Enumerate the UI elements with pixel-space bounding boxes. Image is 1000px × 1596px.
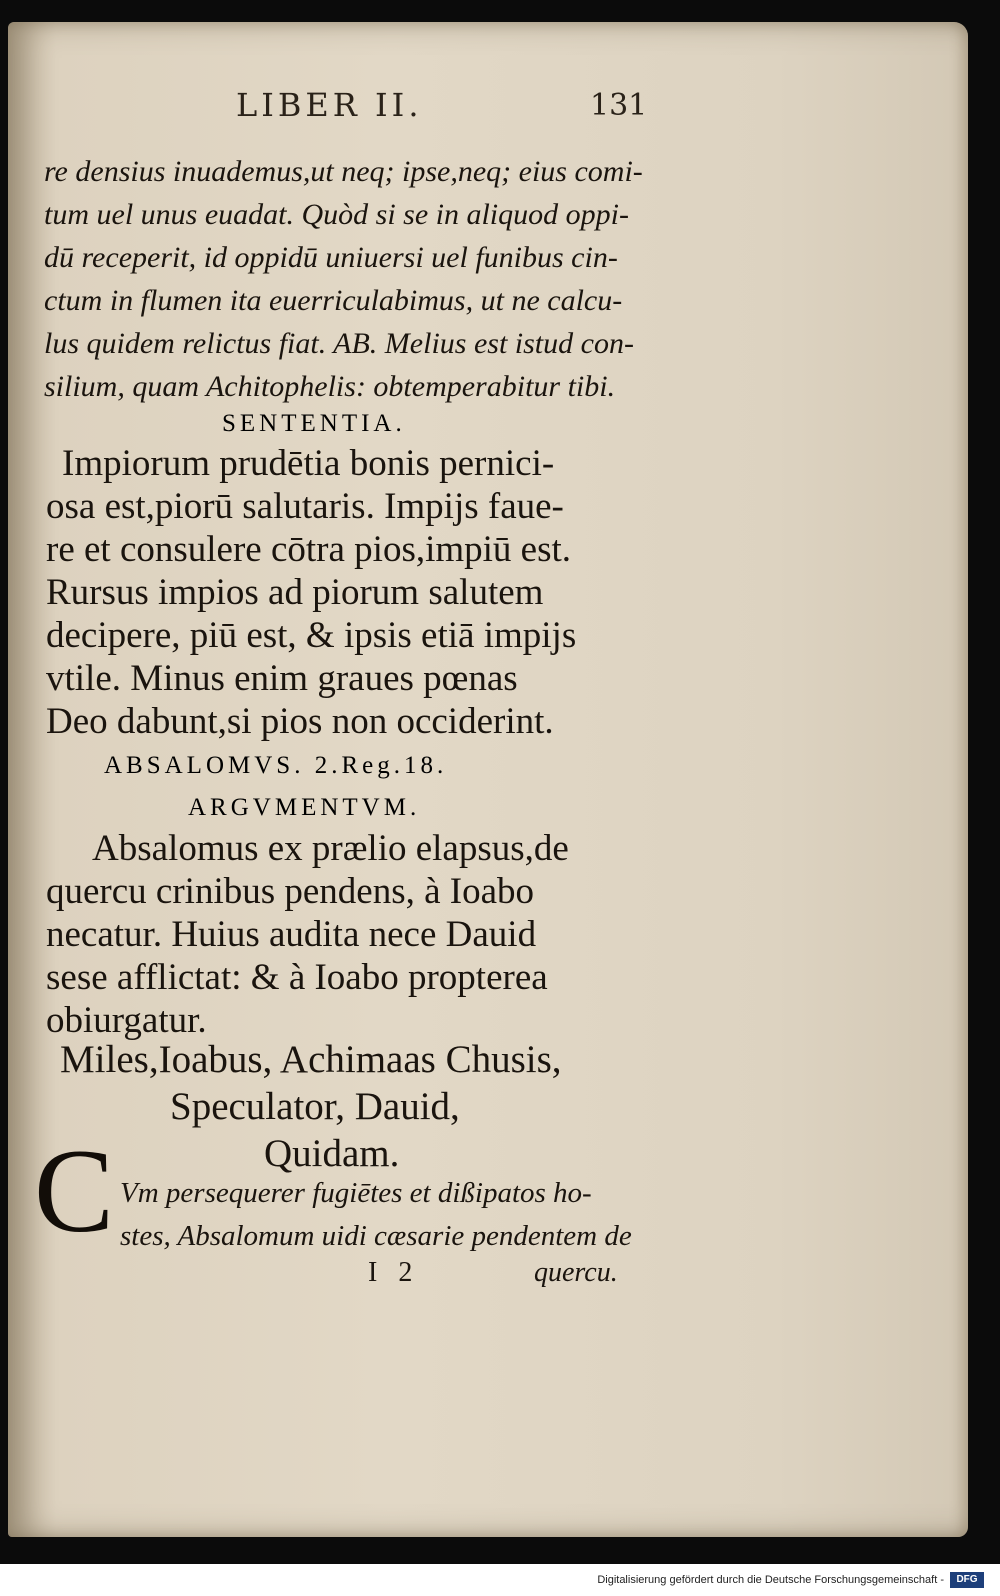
text-line: decipere, piū est, & ipsis etiā impijs <box>46 615 577 656</box>
text-line: stes, Absalomum uidi cæsarie pendentem de <box>120 1220 632 1252</box>
section-title: ABSALOMVS. 2.Reg.18. <box>104 752 448 779</box>
footer-credit: Digitalisierung gefördert durch die Deutsche Forschungsgemeinschaft - <box>597 1574 944 1586</box>
drop-cap: C <box>34 1124 115 1257</box>
text-line: necatur. Huius audita nece Dauid <box>46 914 537 955</box>
sententia-block <box>46 442 646 743</box>
text-line: Quidam. <box>264 1132 400 1175</box>
text-line: obiurgatur. <box>46 1000 207 1041</box>
scene-block <box>120 1172 650 1258</box>
text-line: tum uel unus euadat. Quòd si se in aliquod oppi- <box>44 198 629 231</box>
page-number: 131 <box>590 88 648 123</box>
text-line: Absalomus ex prælio elapsus,de <box>92 828 569 869</box>
dialogue-block <box>44 150 644 408</box>
text-line: vtile. Minus enim graues pœnas <box>46 658 518 699</box>
personae-block <box>60 1036 660 1177</box>
text-line: re densius inuademus,ut neq; ipse,neq; eius comi- <box>44 155 643 188</box>
argument-heading: ARGVMENTVM. <box>188 794 421 821</box>
dfg-logo-icon: DFG <box>950 1572 984 1588</box>
signature-mark: I 2 <box>368 1257 413 1288</box>
footer <box>0 1564 1000 1596</box>
text-line: osa est,piorū salutaris. Impijs faue- <box>46 486 564 527</box>
text-line: silium, quam Achitophelis: obtemperabitur tibi. <box>44 370 616 403</box>
catchword: quercu. <box>534 1257 618 1288</box>
text-line: Impiorum prudētia bonis pernici- <box>62 443 555 484</box>
running-title: LIBER II. <box>236 86 423 124</box>
text-line: re et consulere cōtra pios,impiū est. <box>46 529 572 570</box>
argumentum-block <box>46 827 646 1042</box>
text-line: lus quidem relictus fiat. AB. Melius est istud con- <box>44 327 634 360</box>
text-line: Vm persequerer fugiētes et dißipatos ho- <box>120 1177 592 1209</box>
text-line: ctum in flumen ita euerriculabimus, ut ne calcu- <box>44 284 623 317</box>
text-line: Deo dabunt,si pios non occiderint. <box>46 701 554 742</box>
text-line: Miles,Ioabus, Achimaas Chusis, <box>60 1038 562 1081</box>
text-line: dū receperit, id oppidū uniuersi uel funibus cin- <box>44 241 618 274</box>
text-line: Rursus impios ad piorum salutem <box>46 572 544 613</box>
text-line: quercu crinibus pendens, à Ioabo <box>46 871 535 912</box>
sententia-heading: SENTENTIA. <box>222 410 406 437</box>
text-line: Speculator, Dauid, <box>170 1085 460 1128</box>
text-line: sese afflictat: & à Ioabo propterea <box>46 957 548 998</box>
